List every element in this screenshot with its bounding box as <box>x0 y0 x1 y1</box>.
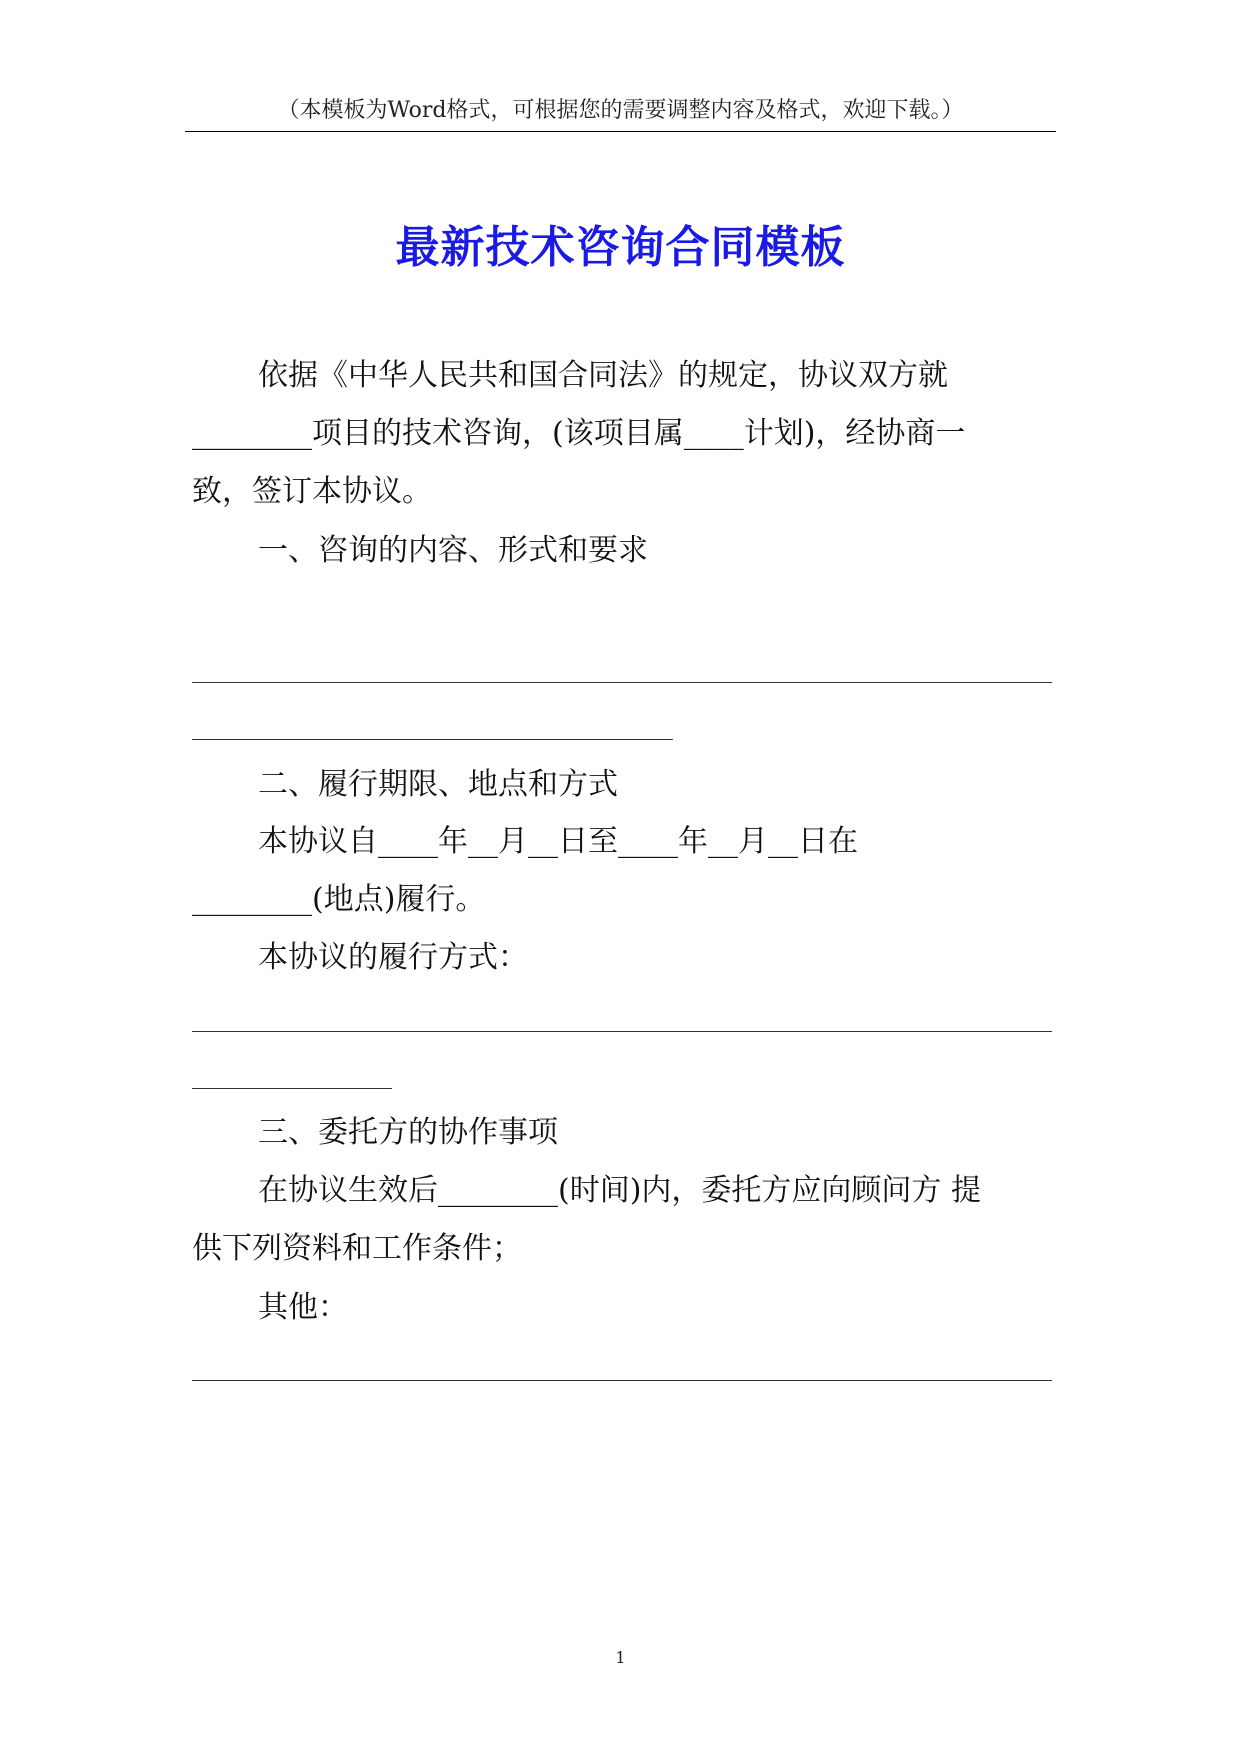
fill-in-blank-line <box>192 1380 1052 1381</box>
section-3-heading: 三、委托方的协作事项 <box>258 1115 558 1150</box>
preamble-line-2: ________项目的技术咨询，(该项目属____计划)，经协商一 <box>192 416 966 451</box>
page-number: 1 <box>615 1648 626 1667</box>
template-header-note: （本模板为Word格式，可根据您的需要调整内容及格式，欢迎下载。） <box>277 98 964 123</box>
performance-method-label: 本协议的履行方式： <box>258 940 528 975</box>
cooperation-line-2: 供下列资料和工作条件； <box>192 1231 522 1266</box>
period-line-2: ________(地点)履行。 <box>192 882 486 917</box>
period-line-1: 本协议自____年__月__日至____年__月__日在 <box>258 824 858 859</box>
fill-in-blank-line <box>192 1088 392 1089</box>
preamble-line-1: 依据《中华人民共和国合同法》的规定，协议双方就 <box>258 358 948 393</box>
other-label: 其他： <box>258 1290 348 1325</box>
preamble-line-3: 致，签订本协议。 <box>192 474 432 509</box>
fill-in-blank-line <box>192 739 673 740</box>
section-1-heading: 一、咨询的内容、形式和要求 <box>258 533 648 568</box>
fill-in-blank-line <box>192 1031 1052 1032</box>
section-2-heading: 二、履行期限、地点和方式 <box>258 767 618 802</box>
document-title: 最新技术咨询合同模板 <box>395 222 846 273</box>
header-divider <box>185 131 1056 132</box>
fill-in-blank-line <box>192 682 1052 683</box>
cooperation-line-1: 在协议生效后________(时间)内，委托方应向顾问方 提 <box>258 1173 981 1208</box>
